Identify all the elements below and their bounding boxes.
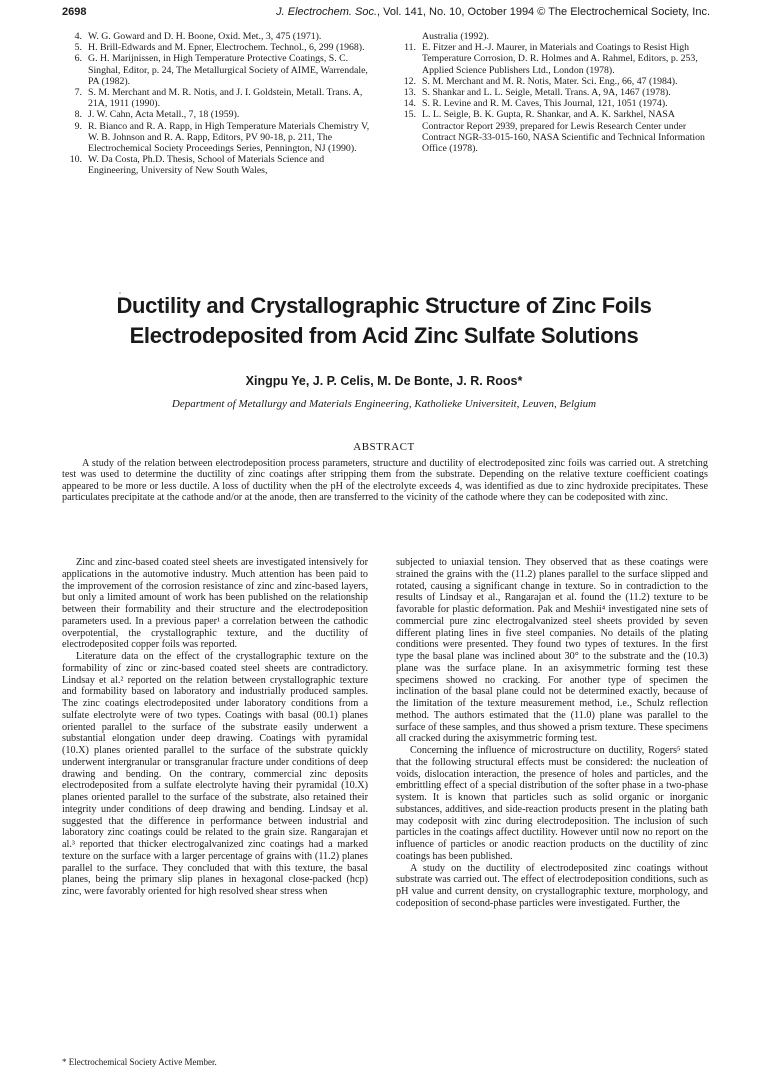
reference-item	[396, 109, 708, 154]
title-line-1: Ductility and Crystallographic Structure of Zinc Foils	[116, 293, 652, 318]
reference-item	[396, 42, 708, 76]
body-paragraph: Concerning the influence of microstructure on ductility, Rogers⁵ stated that the following structural effects must be considered: the nucleation of voids, dislocation interaction, the presence of holes and particles, and the embrittling effect of a special distribution of the softer phase in a two-phase system. It is known that particles such as solid organic or inorganic substances, additives, and side-reaction products present in the plating bath may codeposit with zinc during electrodeposition. The inclusion of such particles in the coatings affect ductility. However until now no report on the influence of particles or anodic reaction products on the ductility of zinc coatings has been published.	[396, 745, 708, 862]
reference-text: G. H. Marijnissen, in High Temperature Protective Coatings, S. C. Singhal, Editor, p. 24, The Metallurgical Society of AIME, Warrendale, PA (1982).	[88, 53, 368, 87]
article-title	[40, 291, 728, 351]
body-right-column	[396, 557, 708, 910]
body-paragraph: Zinc and zinc-based coated steel sheets are investigated intensively for applications in the automotive industry. Much attention has been paid to the improvement of the corrosion resistance of zinc and zinc-based layers, but only a limited amount of work has been published on the relationship between their formability and their structure and the electrodeposition parameters used. In a previous paper¹ a correlation between the cathodic overpotential, the crystallographic texture, and the ductility of electrodeposited copper foils was reported.	[62, 557, 368, 651]
references-left-column	[62, 31, 370, 177]
running-header	[62, 6, 710, 24]
reference-number: 4.	[74, 31, 82, 42]
reference-number: 8.	[74, 109, 82, 121]
reference-item	[396, 87, 708, 98]
reference-number: 6.	[74, 53, 82, 65]
reference-item	[62, 154, 370, 176]
journal-volume-info: , Vol. 141, No. 10, October 1994 © The Electrochemical Society, Inc.	[377, 6, 710, 18]
reference-item	[396, 98, 708, 109]
abstract-heading: ABSTRACT	[353, 441, 415, 453]
reference-number: 10.	[69, 154, 82, 166]
journal-citation	[276, 6, 710, 18]
reference-item	[62, 121, 370, 155]
reference-number: 5.	[74, 42, 82, 54]
reference-item	[62, 42, 370, 53]
body-left-column	[62, 557, 368, 898]
reference-item	[62, 109, 370, 120]
reference-number: 12.	[403, 75, 416, 87]
reference-number: 7.	[74, 87, 82, 99]
reference-number: 11.	[404, 42, 416, 54]
reference-text: J. W. Cahn, Acta Metall., 7, 18 (1959).	[88, 109, 240, 121]
reference-number: 13.	[403, 87, 416, 99]
reference-item	[62, 87, 370, 109]
abstract-text: A study of the relation between electrodeposition process parameters, structure and ductility of electrodeposited zinc foils was carried out. A stretching test was used to determine the ductility of zinc coatings after stripping them from the substrate. Depending on the relative texture coefficient coatings appeared to be more or less ductile. A loss of ductility when the pH of the electrolyte exceeds 4, was identified as due to zinc hydroxide precipitates. These particulates precipitate at the cathode and/or at the anode, then are transferred to the vicinity of the cathode where they can be codeposited with zinc.	[62, 458, 708, 504]
journal-name: J. Electrochem. Soc.	[276, 6, 378, 18]
reference-text: S. M. Merchant and M. R. Notis, Mater. Sci. Eng., 66, 47 (1984).	[422, 75, 678, 87]
author-list: Xingpu Ye, J. P. Celis, M. De Bonte, J. R. Roos*	[245, 374, 523, 388]
reference-text: S. M. Merchant and M. R. Notis, and J. I. Goldstein, Metall. Trans. A, 21A, 1911 (1990).	[88, 87, 363, 110]
reference-text: W. G. Goward and D. H. Boone, Oxid. Met., 3, 475 (1971).	[88, 31, 322, 42]
title-line-2: Electrodeposited from Acid Zinc Sulfate Solutions	[129, 323, 639, 348]
reference-item	[62, 53, 370, 87]
page-number: 2698	[62, 6, 87, 18]
reference-text: Australia (1992).	[422, 31, 489, 42]
reference-text: W. Da Costa, Ph.D. Thesis, School of Materials Science and Engineering, University of New South Wales,	[88, 154, 325, 177]
reference-text: E. Fitzer and H.-J. Maurer, in Materials and Coatings to Resist High Temperature Corrosion, D. R. Holmes and A. Rahmel, Editors, p. 253, Applied Science Publishers Ltd., London (1978).	[422, 42, 698, 76]
reference-item	[396, 31, 708, 42]
reference-number: 9.	[74, 120, 82, 132]
reference-text: S. R. Levine and R. M. Caves, This Journal, 121, 1051 (1974).	[422, 98, 668, 110]
reference-number: 15.	[403, 109, 416, 121]
references-right-column	[396, 31, 708, 154]
body-paragraph: Literature data on the effect of the crystallographic texture on the formability of zinc or zinc-based coated steel sheets are contradictory. Lindsay et al.² reported on the relation between crystallographic texture and formability based on laboratory and industrially produced samples. The zinc coatings electrodeposited under laboratory conditions from a sulfate electrolyte were of two types. Coatings with basal (00.1) planes oriented parallel to the surface of the substrate easily underwent a substantial elongation under deep drawing. Coatings with pyramidal (10.X) planes oriented parallel to the surface of the substrate quickly underwent intergranular or transgranular fracture under conditions of deep drawing and bending. On the contrary, commercial zinc deposits electrodeposited from a sulfate electrolyte having their pyramidal (10.X) planes oriented parallel to the surface of the substrate, also retained their integrity under conditions of deep drawing and bending. Lindsay et al. suggested that the difference in performance between industrial and laboratory zinc coatings could be related to the grain size. Rangarajan et al.³ reported that thicker electrogalvanized zinc coatings had a marked texture on the surface with a larger percentage of grains with (11.2) planes parallel to the surface. They concluded that with this texture, the basal planes, being the primary slip planes in hexagonal close-packed (hcp) zinc, were favorably oriented for high resolved shear stress when	[62, 651, 368, 897]
reference-number: 14.	[403, 98, 416, 110]
body-paragraph: A study on the ductility of electrodeposited zinc coatings without substrate was carried out. The effect of electrodeposition conditions, such as pH value and current density, on crystallographic texture, morphology, and codeposition of second-phase particles were investigated. Further, the	[396, 862, 708, 909]
footnote: * Electrochemical Society Active Member.	[62, 1057, 217, 1067]
reference-text: S. Shankar and L. L. Seigle, Metall. Trans. A, 9A, 1467 (1978).	[422, 87, 671, 99]
affiliation: Department of Metallurgy and Materials Engineering, Katholieke Universiteit, Leuven, Belgium	[171, 398, 597, 410]
reference-item	[62, 31, 370, 42]
reference-text: R. Bianco and R. A. Rapp, in High Temperature Materials Chemistry V, W. B. Johnson and R. A. Rapp, Editors, PV 90-18, p. 211, The Electrochemical Society Proceedings Series, Pennington, NJ (1990).	[88, 120, 370, 155]
reference-text: L. L. Seigle, B. K. Gupta, R. Shankar, and A. K. Sarkhel, NASA Contractor Report 2939, prepared for Lewis Research Center under Contract NGR-33-015-160, NASA Scientific and Technical Information Office (1978).	[422, 109, 705, 155]
reference-item	[396, 76, 708, 87]
reference-text: H. Brill-Edwards and M. Epner, Electrochem. Technol., 6, 299 (1968).	[88, 42, 365, 54]
body-paragraph: subjected to uniaxial tension. They observed that as these coatings were strained the grains with the (11.2) planes parallel to the surface slipped and rotated, causing a significant change in texture. So in contradiction to the results of Lindsay et al., Rangarajan et al. found the (11.2) texture to be favorable for plastic deformation. Pak and Meshii⁴ investigated nine sets of commercial pure zinc electrogalvanized steel sheets provided by seven different plating lines in five steel companies. No details of the plating conditions were presented. They found two types of textures. In the first type the basal plane was inclined about 30° to the substrate and the (10.3) plane was the surface plane. In an axisymmetric forming test these specimens showed no cracking. For another type of specimen the inclination of the basal plane could not be determined exactly, because of the limitation of the texture measurement method, i.e., Schulz reflection method. The authors estimated that the (11.0) plane was parallel to the surface of these samples, and thus showed a prism texture. These specimens all cracked during the axisymmetric forming test.	[396, 557, 708, 745]
